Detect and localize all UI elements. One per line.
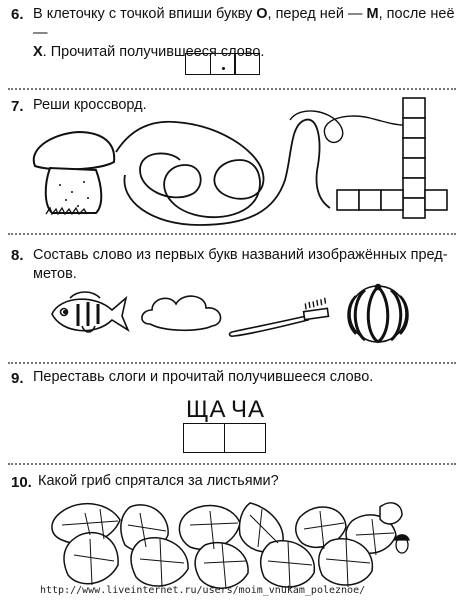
fish-icon [52, 292, 128, 332]
answer-cell[interactable] [183, 423, 225, 453]
leaf-icon [131, 538, 188, 586]
task-text: Реши кроссворд. [33, 97, 147, 113]
mushroom-crossword-illustration [0, 92, 461, 222]
answer-cell[interactable] [185, 53, 211, 75]
answer-cell[interactable] [234, 53, 260, 75]
source-url: http://www.liveinternet.ru/users/moim_vnukam_poleznoe/ [40, 585, 366, 596]
acorn-icon [395, 535, 409, 553]
answer-cells [185, 423, 266, 453]
syllable: ЧА [231, 396, 266, 423]
task-text: В клеточку с точкой впиши букву О, перед ней — М, после неё — Х. Прочитай получившееся слово. [33, 6, 455, 60]
task-number: 6. [11, 6, 24, 23]
answer-cells [187, 53, 260, 75]
divider [8, 463, 456, 465]
task-text: Составь слово из первых букв названий изображённых пред- метов. [33, 247, 448, 282]
mushroom-icon [34, 132, 115, 169]
answer-cell-dot[interactable] [210, 53, 236, 75]
task-text: Какой гриб спрятался за листьями? [38, 473, 279, 489]
syllable: ЩА [186, 396, 227, 423]
task-text: Переставь слоги и прочитай получившееся слово. [33, 369, 374, 385]
leaf-icon [195, 543, 248, 589]
watermelon-icon [349, 285, 408, 343]
leaf-icon [261, 541, 315, 587]
pictures-row [0, 282, 461, 362]
task-number: 9. [11, 370, 24, 387]
task-number: 8. [11, 247, 24, 264]
leaf-icon [380, 503, 402, 524]
cloud-icon [142, 296, 221, 330]
task-number: 7. [11, 98, 24, 115]
task-number: 10. [11, 474, 32, 491]
toothbrush-icon [230, 298, 329, 336]
divider [8, 233, 456, 235]
answer-cell[interactable] [224, 423, 266, 453]
leaves-hidden-word-illustration [0, 495, 461, 595]
divider [8, 88, 456, 90]
divider [8, 362, 456, 364]
